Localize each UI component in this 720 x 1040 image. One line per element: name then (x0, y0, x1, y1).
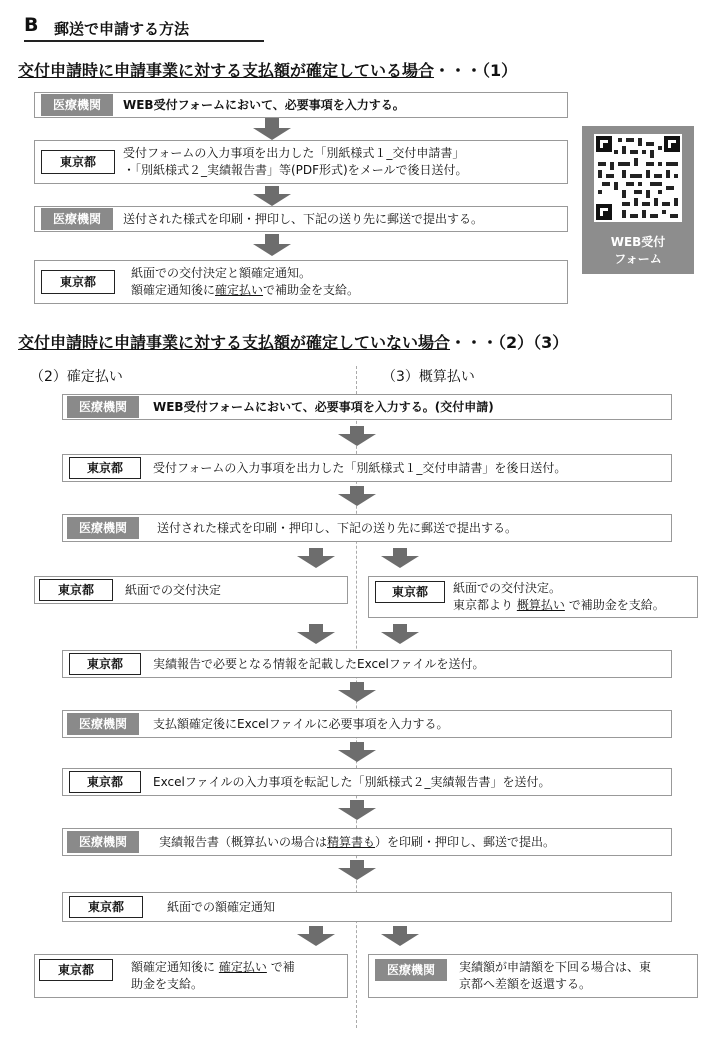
flow2-step8 (62, 828, 672, 856)
section-header (24, 14, 264, 42)
flow2-step8-text (159, 834, 555, 851)
column-label-approximate-payment: （3）概算払い (382, 369, 475, 385)
flow2-step2-text: 受付フォームの入力事項を出力した「別紙様式１_交付申請書」を後日送付。 (153, 461, 567, 475)
medical-institution-tag: 医療機関 (67, 517, 139, 539)
tokyo-tag: 東京都 (69, 457, 141, 479)
tokyo-tag: 東京都 (41, 150, 115, 174)
flow2-step6-text: 支払額確定後にExcelファイルに必要事項を入力する。 (153, 717, 449, 731)
qr-code-icon (594, 134, 682, 222)
flow1-step4 (34, 260, 568, 304)
heading-case-2-suffix: ・・・（2）（3） (450, 333, 569, 352)
flow2-step7 (62, 768, 672, 796)
flow2-right-step10 (368, 954, 698, 998)
flow2-left-step4 (34, 576, 348, 604)
section-letter: B (24, 14, 39, 36)
flow2-right-step4 (368, 576, 698, 618)
medical-institution-tag: 医療機関 (41, 208, 113, 230)
heading-case-1 (18, 58, 517, 81)
flow2-step5 (62, 650, 672, 678)
medical-institution-tag: 医療機関 (375, 959, 447, 981)
flow1-step2-line2: ・「別紙様式２_実績報告書」等(PDF形式)をメールで後日送付。 (123, 163, 468, 177)
flow2-step6 (62, 710, 672, 738)
flow2-left-step10 (34, 954, 348, 998)
qr-caption-line1: WEB受付 (610, 235, 666, 249)
flow1-step3 (34, 206, 568, 232)
tokyo-tag: 東京都 (39, 959, 113, 981)
flow1-step3-text: 送付された様式を印刷・押印し、下記の送り先に郵送で提出する。 (123, 212, 484, 226)
flow1-step4-line2-pre: 額確定通知後に (131, 283, 216, 297)
flow2-step8-underlined: 精算書も (327, 835, 376, 849)
qr-caption-line2: フォーム (614, 252, 662, 266)
flow2-step3 (62, 514, 672, 542)
flow2-step1 (62, 394, 672, 420)
flow2-step3-text: 送付された様式を印刷・押印し、下記の送り先に郵送で提出する。 (157, 521, 518, 535)
flow2-left-step10-line1-pre: 額確定通知後に (131, 960, 216, 974)
flow1-step1-text: WEB受付フォームにおいて、必要事項を入力する。 (123, 98, 405, 112)
tokyo-tag: 東京都 (69, 653, 141, 675)
heading-case-1-suffix: ・・・（1） (434, 61, 518, 80)
medical-institution-tag: 医療機関 (41, 94, 113, 116)
flow2-left-step4-text: 紙面での交付決定 (125, 583, 222, 597)
flow2-right-step4-line2-underlined: 概算払い (516, 598, 565, 612)
flow1-step4-line1: 紙面での交付決定と額確定通知。 (131, 266, 312, 280)
section-title: 郵送で申請する方法 (54, 20, 190, 38)
flow2-step8-post: ）を印刷・押印し、郵送で提出。 (375, 835, 556, 849)
flow2-step8-pre: 実績報告書（概算払いの場合は (159, 835, 328, 849)
flow2-right-step10-line1: 実績額が申請額を下回る場合は、東 (459, 960, 652, 974)
flow2-step5-text: 実績報告で必要となる情報を記載したExcelファイルを送付。 (153, 657, 485, 671)
flow2-step7-text: Excelファイルの入力事項を転記した「別紙様式２_実績報告書」を送付。 (153, 775, 551, 789)
heading-case-2-text: 交付申請時に申請事業に対する支払額が確定していない場合 (18, 333, 451, 352)
medical-institution-tag: 医療機関 (67, 713, 139, 735)
flow2-right-step4-line2-pre: 東京都より (453, 598, 514, 612)
heading-case-2 (18, 330, 568, 353)
flow2-step1-text: WEB受付フォームにおいて、必要事項を入力する。(交付申請) (153, 400, 494, 414)
flow2-right-step4-line1: 紙面での交付決定。 (453, 581, 562, 595)
flow1-step1 (34, 92, 568, 118)
tokyo-tag: 東京都 (69, 771, 141, 793)
flow2-left-step10-line1-post: で補 (270, 960, 295, 974)
qr-code-panel[interactable] (582, 126, 694, 274)
flow2-step9 (62, 892, 672, 922)
flow2-step9-text: 紙面での額確定通知 (167, 900, 276, 914)
flow1-step2 (34, 140, 568, 184)
flow2-step2 (62, 454, 672, 482)
flow2-right-step4-line2 (453, 597, 665, 614)
heading-case-1-text: 交付申請時に申請事業に対する支払額が確定している場合 (18, 61, 435, 80)
flow2-left-step10-line2: 助金を支給。 (131, 977, 204, 991)
tokyo-tag: 東京都 (69, 896, 143, 918)
flow2-right-step10-line2: 京都へ差額を返還する。 (459, 977, 592, 991)
medical-institution-tag: 医療機関 (67, 831, 139, 853)
flow2-left-step10-line1-underlined: 確定払い (218, 960, 267, 974)
medical-institution-tag: 医療機関 (67, 396, 139, 418)
tokyo-tag: 東京都 (375, 581, 445, 603)
flow2-left-step10-line1 (131, 959, 295, 976)
tokyo-tag: 東京都 (39, 579, 113, 601)
flow1-step4-line2 (131, 282, 359, 299)
flow2-right-step4-line2-post: で補助金を支給。 (568, 598, 665, 612)
column-label-confirmed-payment: （2）確定払い (30, 369, 123, 385)
tokyo-tag: 東京都 (41, 270, 115, 294)
flow1-step4-line2-underlined: 確定払い (215, 283, 264, 297)
flow1-step2-line1: 受付フォームの入力事項を出力した「別紙様式１_交付申請書」 (123, 146, 465, 160)
flow1-step4-line2-post: で補助金を支給。 (263, 283, 360, 297)
